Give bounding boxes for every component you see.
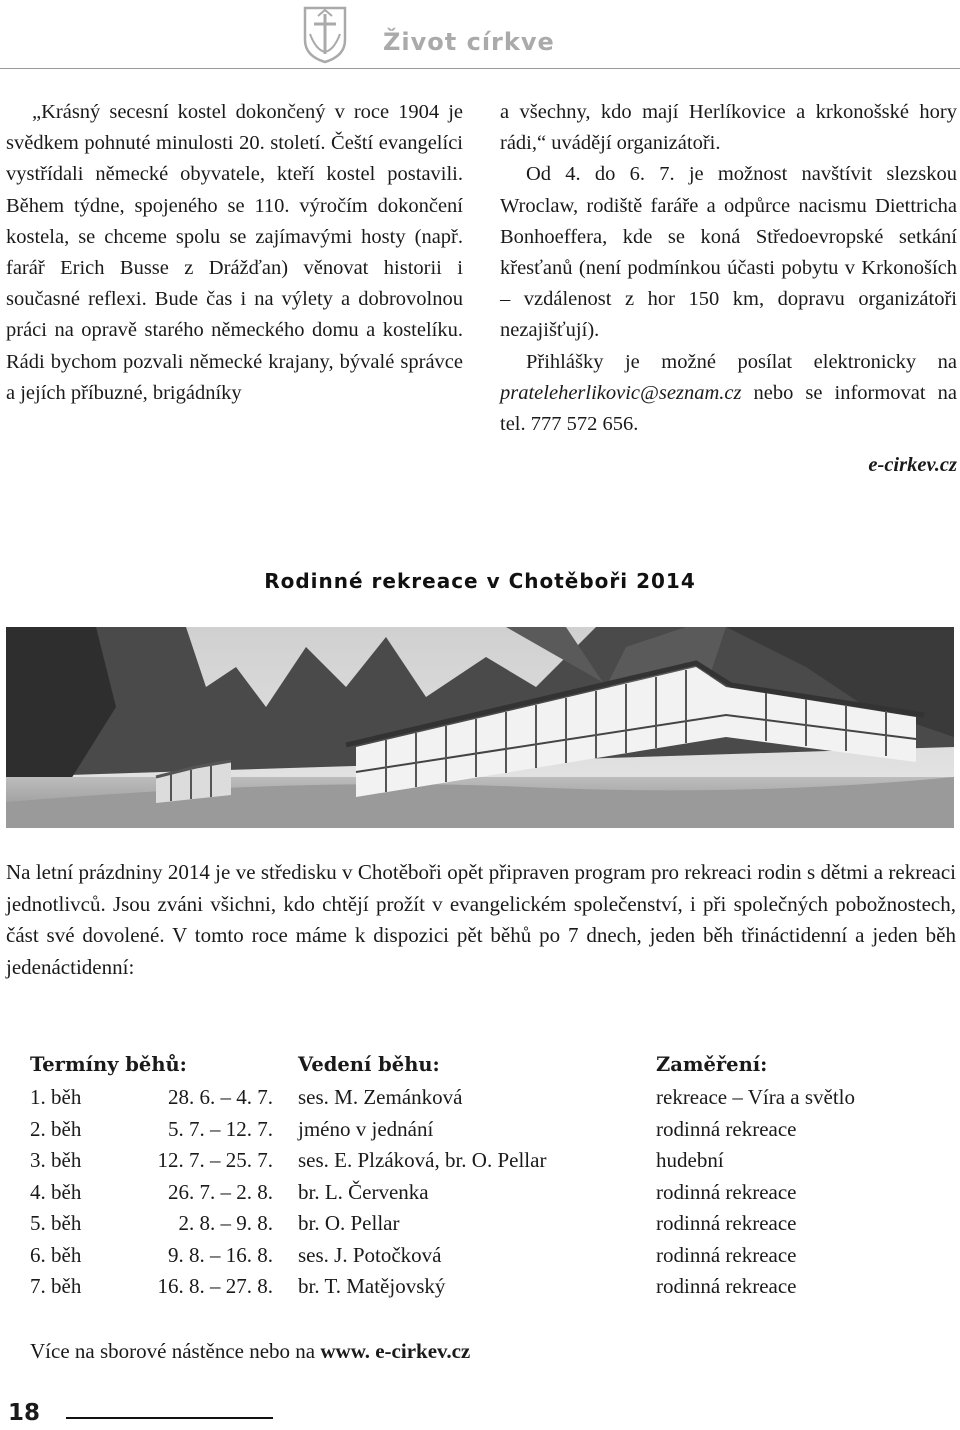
run-leader: br. O. Pellar [298, 1211, 400, 1235]
footer-divider [66, 1417, 273, 1419]
article-paragraph [500, 347, 957, 441]
run-leader: ses. J. Potočková [298, 1242, 442, 1267]
run-dates: 5. 7. – 12. 7. [168, 1116, 273, 1141]
article-signature: e-cirkev.cz [868, 454, 957, 477]
contact-email: prateleherlikovic@seznam.cz [500, 381, 742, 404]
contact-text: nebo se informovat na tel. 777 572 656. [500, 381, 957, 436]
schedule-header-row [30, 1053, 940, 1084]
schedule-row [30, 1274, 940, 1305]
schedule-row [30, 1180, 940, 1211]
contact-text: Přihlášky je možné posílat elektronicky na [526, 350, 957, 373]
run-dates: 12. 7. – 25. 7. [157, 1148, 273, 1172]
run-number: 6. běh [30, 1242, 82, 1267]
church-logo-icon [300, 6, 350, 64]
header-runs: Termíny běhů: [30, 1053, 187, 1076]
recreation-center-photo [6, 627, 954, 828]
header-focus: Zaměření: [656, 1053, 768, 1076]
article-right-column [500, 97, 957, 481]
header-leader: Vedení běhu: [298, 1053, 440, 1076]
article-left-column [6, 97, 463, 409]
run-leader: ses. E. Plzáková, br. O. Pellar [298, 1148, 547, 1172]
run-dates: 9. 8. – 16. 8. [168, 1242, 273, 1267]
run-focus: hudební [656, 1148, 724, 1172]
more-info-text: Více na sborové nástěnce nebo na [30, 1339, 321, 1363]
run-number: 2. běh [30, 1116, 82, 1141]
run-leader: br. L. Červenka [298, 1179, 429, 1204]
run-focus: rodinná rekreace [656, 1211, 797, 1235]
run-focus: rodinná rekreace [656, 1116, 797, 1141]
run-focus: rodinná rekreace [656, 1179, 797, 1204]
schedule-row [30, 1085, 940, 1116]
run-focus: rodinná rekreace [656, 1242, 797, 1267]
article-paragraph: Od 4. do 6. 7. je možnost navštívit slezskou Wroclaw, rodiště faráře a odpůrce nacismu Diettricha Bonhoeffera, kde se koná Středoevropské setkání křesťanů (není podmínkou účasti pobytu v Krkonoších – vzdálenost z hor 150 km, dopravu organizátoři nezajišťují). [500, 163, 957, 342]
run-dates: 26. 7. – 2. 8. [168, 1179, 273, 1204]
run-number: 5. běh [30, 1211, 82, 1235]
run-number: 3. běh [30, 1148, 82, 1172]
schedule-row [30, 1243, 940, 1274]
schedule-row [30, 1148, 940, 1179]
run-leader: ses. M. Zemánková [298, 1085, 463, 1109]
run-focus: rodinná rekreace [656, 1274, 797, 1298]
schedule-row [30, 1117, 940, 1148]
run-dates: 28. 6. – 4. 7. [168, 1085, 273, 1109]
more-info [30, 1339, 470, 1364]
article-intro: Na letní prázdniny 2014 je ve středisku v Chotěboři opět připraven program pro rekreaci rodin s dětmi a rekreaci jednotlivců. Jsou zváni všichni, kdo chtějí prožít v evangelickém společenství, i při společných pobožnostech, část své dovolené. V tomto roce máme k dispozici pět běhů po 7 dnech, jeden běh třináctidenní a jeden běh jedenáctidenní: [6, 860, 956, 979]
run-dates: 2. 8. – 9. 8. [178, 1211, 273, 1235]
article-title: Rodinné rekreace v Chotěboři 2014 [264, 569, 696, 593]
run-leader: br. T. Matějovský [298, 1274, 446, 1298]
article-paragraph: „Krásný secesní kostel dokončený v roce 1904 je svědkem pohnuté minulosti 20. století. Čeští evangelíci vystřídali německé obyvatele, kteří kostel postavili. Během týdne, spojeného se 110. výročím dokončení kostela, se chceme spolu se zajímavými hosty (např. farář Erich Busse z Drážďan) věnovat historii i současné reflexi. Bude čas i na výlety a dobrovolnou práci na opravě starého německého domu a kostelíku. Rádi bychom pozvali německé krajany, bývalé správce a jejích příbuzné, brigádníky [6, 101, 463, 404]
section-title: Život církve [383, 28, 555, 56]
run-focus: rekreace – Víra a světlo [656, 1085, 856, 1109]
page-number: 18 [8, 1400, 41, 1426]
run-number: 4. běh [30, 1179, 82, 1204]
header-divider [0, 68, 960, 69]
website-link[interactable]: www. e-cirkev.cz [320, 1339, 471, 1363]
run-number: 1. běh [30, 1085, 82, 1109]
run-leader: jméno v jednání [298, 1116, 434, 1141]
article-paragraph: a všechny, kdo mají Herlíkovice a krkonošské hory rádi,“ uvádějí organizátoři. [500, 101, 957, 155]
schedule-row [30, 1211, 940, 1242]
run-dates: 16. 8. – 27. 8. [157, 1274, 273, 1298]
run-number: 7. běh [30, 1274, 82, 1298]
